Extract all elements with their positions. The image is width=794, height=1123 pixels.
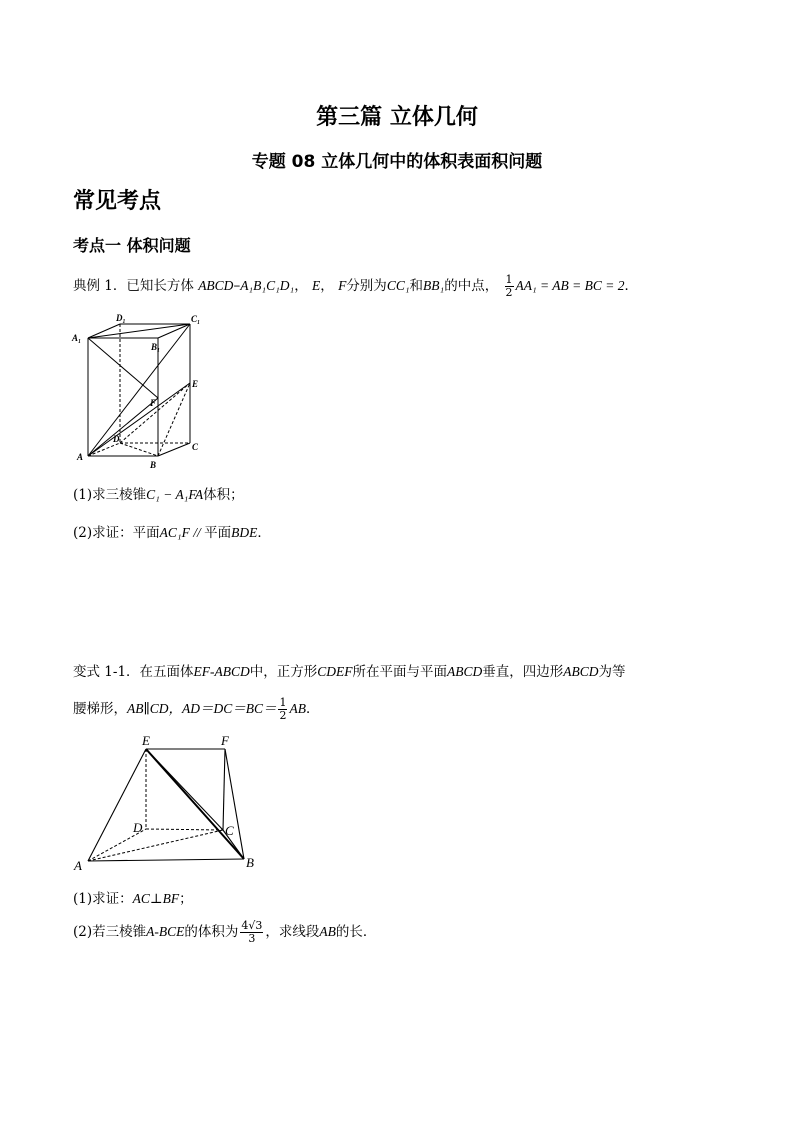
label-d1: D₁ [116,313,126,323]
seg-af [88,398,158,456]
page-subtitle: 专题 08 立体几何中的体积表面积问题 [251,152,543,172]
variant1-question1: (1)求证：AC⊥BF； [73,891,193,907]
edge-eb [146,749,244,859]
example1-question1: (1)求三棱锥C₁ − A₁FA体积； [73,487,244,503]
example1-mid1: ， [294,278,308,294]
example1-point-f: F [338,278,347,293]
example1-question2: (2)求证：平面AC₁F // 平面BDE． [73,525,271,541]
example1-and: 和 [409,278,424,294]
label-d: D [113,434,120,444]
variant1-question2: (2)若三棱锥A-BCE的体积为 $\frac{4√3}{3}$ ，求线段AB的长． [73,919,377,945]
example1-point-e: E [312,278,321,293]
example1-statement: 典例 1．已知长方体 ABCD–A₁B₁C₁D₁， E， F分别为CC₁和BB₁的中点， $\frac{1}{2}$ AA₁ = AB = BC = 2． [73,273,639,299]
example1-mid3: 分别为 [346,278,387,294]
seg-ae [88,383,190,456]
example1-end: ． [624,278,639,294]
prism-figure [70,310,215,475]
edge-de-hidden [120,383,190,443]
edge-ac-hidden [88,830,223,861]
variant1-fraction: $\frac{1}{2}$ [279,696,287,722]
label-f: F [221,733,229,748]
label-a: A [74,858,82,873]
section-heading: 常见考点 [73,189,162,214]
example1-prefix: 典例 1．已知长方体 [73,278,194,294]
example1-fraction: $\frac{1}{2}$ [505,273,513,299]
edge-ab [88,859,244,861]
label-b1: B₁ [151,342,161,352]
example1-mid4: 的中点， [444,278,499,294]
page-title: 第三篇 立体几何 [316,105,478,130]
edge-fb [225,749,244,859]
label-c: C [192,442,199,452]
pentahedron-figure [70,733,270,875]
label-c1: C₁ [191,314,201,324]
variant1-line1: 变式 1-1．在五面体EF-ABCD中，正方形CDEF所在平面与平面ABCD垂直，四边形ABCD为等 [73,664,626,680]
edge-dc-hidden [146,829,223,830]
variant1-volume-fraction: $\frac{4√3}{3}$ [241,919,263,945]
edge-ae [88,749,146,861]
label-a: A [77,452,84,462]
example1-cc1: CC₁ [386,278,410,293]
example1-mid2: ， [320,278,334,294]
label-e: E [192,379,199,389]
label-e: E [142,733,150,748]
example1-solid2: A₁B₁C₁D₁ [240,278,295,293]
label-b: B [246,855,254,870]
label-c: C [225,823,234,838]
example1-bb1: BB₁ [423,278,445,293]
edge-fc [223,749,225,830]
label-b: B [150,460,157,470]
label-f: F [150,398,157,408]
label-a1: A₁ [72,333,82,343]
section-subheading: 考点一 体积问题 [73,236,191,255]
edge-db-hidden [120,443,158,456]
diag-ac1 [88,324,190,456]
example1-condition: AA₁ = AB = BC = 2 [515,278,625,293]
example1-solid: ABCD [198,278,234,293]
seg-a1f [88,338,161,398]
variant1-line2: 腰梯形，AB∥CD，AD＝DC＝BC＝ $\frac{1}{2}$ AB． [73,696,320,722]
label-d: D [133,820,143,835]
